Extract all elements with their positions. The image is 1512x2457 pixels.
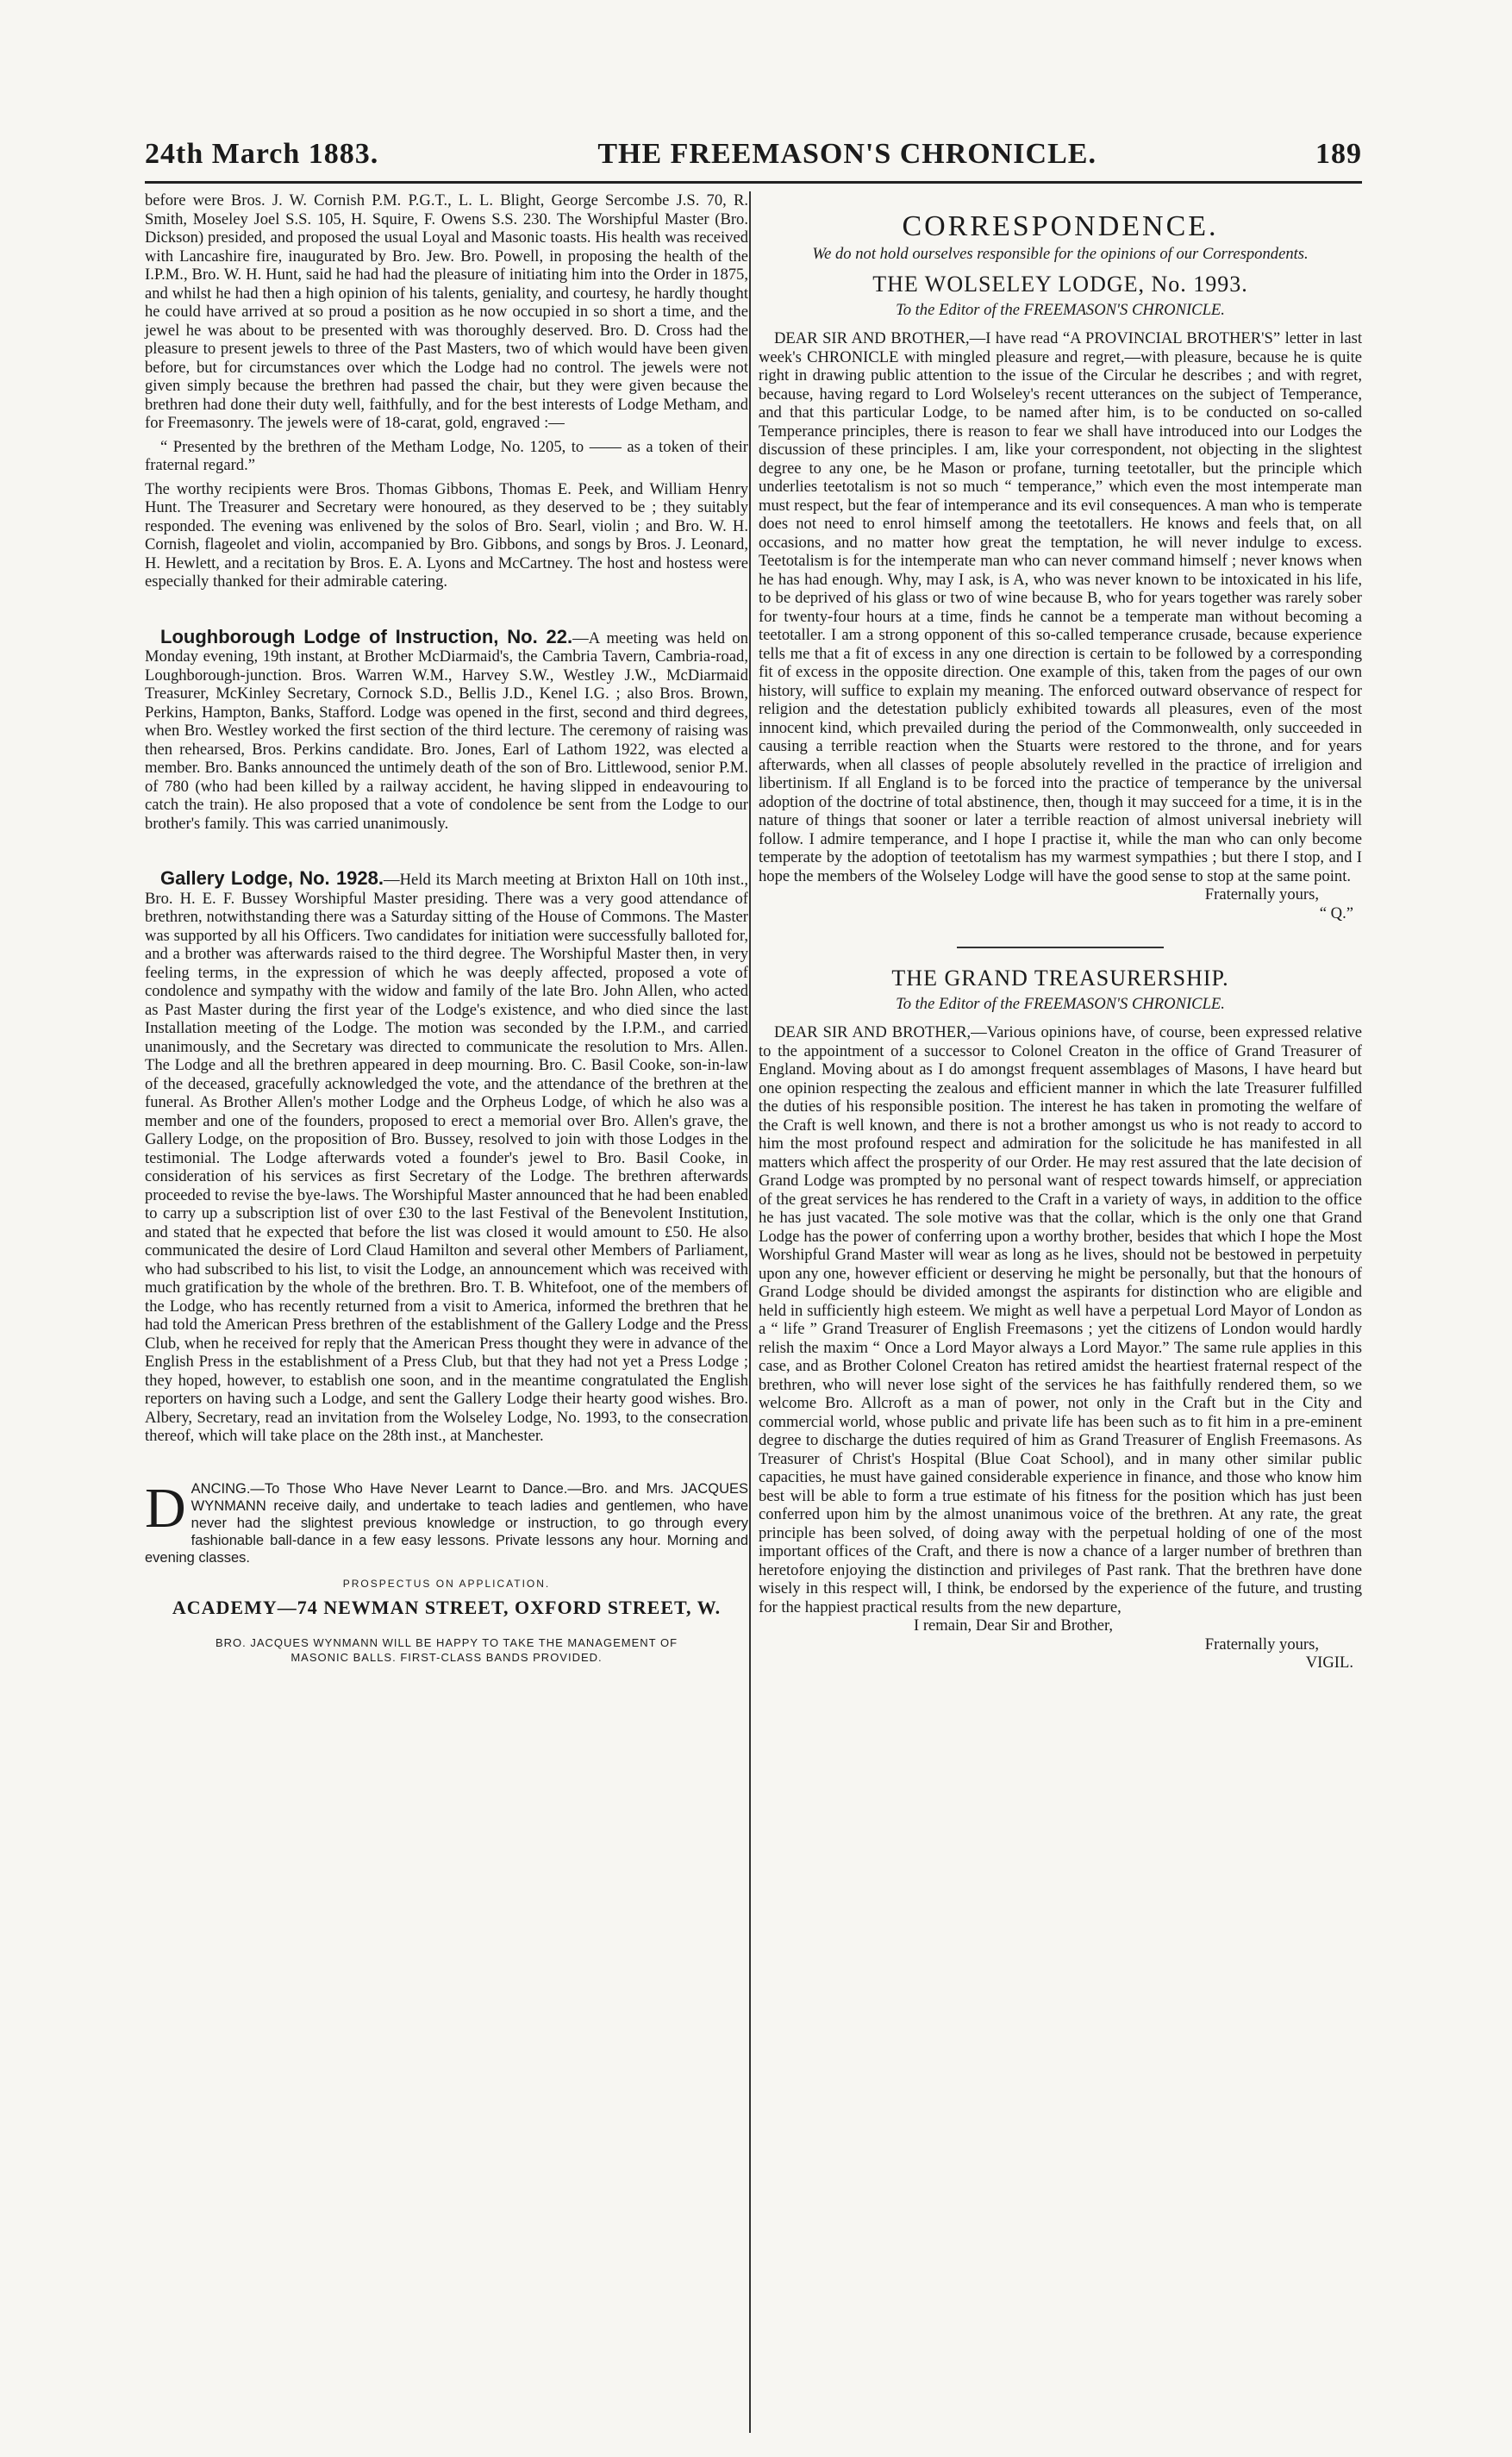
page-number: 189 [1315,138,1362,170]
issue-date: 24th March 1883. [145,138,379,170]
ad-footer-line-1: BRO. JACQUES WYNMANN WILL BE HAPPY TO TAKE THE MANAGEMENT OF [215,1635,678,1649]
wolseley-lodge-title: THE WOLSELEY LODGE, No. 1993. [872,272,1248,297]
gallery-lodge-report [145,869,748,1446]
correspondence-disclaimer: We do not hold ourselves responsible for the opinions of our Correspondents. [812,244,1309,263]
metham-report-continued: before were Bros. J. W. Cornish P.M. P.G.T., L. L. Blight, George Sercombe J.S. 70, R. Smith, Moseley Joel S.S. 105, H. Squire, F. Owens S.S. 230. The Worshipful Master (Bro. Dickson) presided, and proposed the usual Loyal and Masonic toasts. His health was received with Lancashire fire, inaugurated by Bro. Jew. Bro. Powell, in proposing the health of the I.P.M., Bro. W. H. Hunt, said he had had the pleasure of initiating him into the Order in 1875, and whilst he had then a high opinion of his talents, geniality, and courtesy, he hardly thought he could have arrived at so proud a position as he now occupied in so short a time, and the jewel he was about to be presented with was thoroughly deserved. Bro. D. Cross had the pleasure to present jewels to three of the Past Masters, two of which would have been given before, but for circumstances over which the Lodge had no control. The jewels were not given simply because the brethren had passed the chair, but they were given because the brethren had done their duty well, faithfully, and for the best interests of Lodge Metham, and for Freemasonry. The jewels were of 18-carat, gold, engraved :— [145,191,748,432]
ad-footer [145,1635,748,1665]
treasurership-to-editor: To the Editor of the FREEMASON'S CHRONICLE. [896,994,1225,1013]
treasurership-signature: VIGIL. [1305,1654,1353,1672]
correspondence-title: CORRESPONDENCE. [902,210,1219,242]
wolseley-closing: Fraternally yours, [1204,885,1319,903]
loughborough-lodge-heading: Loughborough Lodge of Instruction, No. 22. [160,625,573,647]
wolseley-signature: “ Q.” [1319,903,1353,922]
wolseley-salutation: DEAR SIR AND BROTHER, [774,329,970,347]
header-rule [145,181,1362,184]
ad-dropcap: D [145,1476,186,1540]
ad-academy-address: ACADEMY—74 NEWMAN STREET, OXFORD STREET, W. [172,1596,722,1618]
publication-title: THE FREEMASON'S CHRONICLE. [597,138,1097,170]
treasurership-salutation: DEAR SIR AND BROTHER, [774,1023,972,1041]
jewel-inscription: “ Presented by the brethren of the Metham Lodge, No. 1205, to —— as a token of their fraternal regard.” [145,437,748,474]
treasurership-letter [759,1023,1362,1616]
wolseley-to-editor: To the Editor of the FREEMASON'S CHRONICLE. [896,300,1225,319]
column-divider [749,191,751,2433]
letter-divider [957,947,1164,948]
ad-footer-line-2: MASONIC BALLS. FIRST-CLASS BANDS PROVIDED. [291,1650,603,1664]
right-column [759,191,1362,1672]
treasurership-closing: Fraternally yours, [1204,1635,1319,1654]
gallery-lodge-body: —Held its March meeting at Brixton Hall on 10th inst., Bro. H. E. F. Bussey Worshipful Master presiding. There was a very good attendance of brethren, notwithstanding there was a Saturday sitting of the House of Commons. The Master was supported by all his Officers. Two candidates for initiation were successfully balloted for, and a brother was afterwards raised to the third degree. The Worshipful Master then, in very feeling terms, in the expression of which he was deeply affected, proposed a vote of condolence and sympathy with the widow and family of the late Bro. John Allen, who acted as Past Master during the first year of the Lodge's existence, and who died since the last Installation meeting of the Lodge. The motion was seconded by the I.P.M., and carried unanimously, and the Secretary was directed to communicate the resolution to Mrs. Allen. The Lodge and all the brethren appeared in deep mourning. Bro. C. Basil Cooke, son-in-law of the deceased, gracefully acknowledged the vote, and the attendance of the brethren at the funeral. As Brother Allen's mother Lodge and the Orpheus Lodge, of which he also was a member and one of the founders, proposed to erect a memorial over Bro. Allen's grave, the Gallery Lodge, on the proposition of Bro. Bussey, resolved to join with those Lodges in the testimonial. The Lodge afterwards voted a founder's jewel to Bro. Basil Cooke, in consideration of his services as first Secretary of the Lodge. The brethren afterwards proceeded to revise the bye-laws. The Worshipful Master announced that he had been enabled to carry up a subscription list of over £30 to the last Festival of the Benevolent Institution, and stated that he expected that before the list was closed it would amount to £50. He also communicated the desire of Lord Claud Hamilton and several other Members of Parliament, who had subscribed to his list, to visit the Lodge, an announcement which was received with much gratification by the whole of the brethren. Bro. T. B. Whitefoot, one of the members of the Lodge, who has recently returned from a visit to America, informed the brethren that he had told the American Press brethren of the establishment of the Gallery Lodge and the Press Club, when he received for reply that the American Press thought they were in advance of the English Press in the establishment of a Press Club, but that they had not yet a Press Lodge ; they hoped, however, to establish one soon, and in the meantime congratulated the English reporters on having such a Lodge, and sent the Gallery Lodge their hearty good wishes. Bro. Albery, Secretary, read an invitation from the Wolseley Lodge, No. 1993, to the consecration thereof, which will take place on the 28th inst., at Manchester. [145,871,748,1445]
treasurership-remain: I remain, Dear Sir and Brother, [914,1616,1114,1635]
ad-prospectus: PROSPECTUS ON APPLICATION. [342,1577,551,1590]
gallery-lodge-heading: Gallery Lodge, No. 1928. [160,867,384,889]
ad-text: ANCING.—To Those Who Have Never Learnt to Dance.—Bro. and Mrs. JACQUES WYNMANN receive daily, and undertake to teach ladies and gentlemen, who have never had the slightest previous knowledge or instruction, to go through every fashionable ball-dance in a few easy lessons. Private lessons any hour. Morning and evening classes. [145,1480,748,1566]
dancing-advertisement [145,1476,748,1665]
treasurership-letter-body: —Various opinions have, of course, been expressed relative to the appointment of a successor to Colonel Creaton in the office of Grand Treasurer of England. Moving about as I do amongst frequent assemblages of Masons, I have heard but one opinion respecting the zealous and efficient manner in which the late Treasurer fulfilled the duties of his responsible position. The interest he has taken in promoting the welfare of the Craft is well known, and there is not a brother amongst us who is not ready to accord to him the most profound respect and admiration for the solicitude he has manifested in all matters which affect the prosperity of our Order. He may rest assured that the late decision of Grand Lodge was prompted by no personal want of respect towards himself, or appreciation of the great services he has rendered to the Craft in a variety of ways, in addition to the office he has just vacated. The sole motive was that the collar, which is the only one that Grand Lodge has the power of conferring upon a worthy brother, besides that which I hope the Most Worshipful Grand Master will wear as long as he lives, should not be bestowed in perpetuity upon any one, however efficient or deserving he might be personally, but that the honours of Grand Lodge should be divided amongst the aspirants for distinction who are eligible and held in sufficiently high esteem. We might as well have a perpetual Lord Mayor of London as a “ life ” Grand Treasurer of English Freemasons ; yet the citizens of London would hardly relish the maxim “ Once a Lord Mayor always a Lord Mayor.” The same rule applies in this case, and as Brother Colonel Creaton has retired amidst the heartiest fraternal respect of the brethren, who will never lose sight of the services he has faithfully rendered them, so we welcome Bro. Allcroft as a man of power, not only in the Craft but in the City and commercial world, whose public and private life has been such as to fit him in a pre-eminent degree to discharge the duties required of him as Grand Treasurer of English Freemasons. As Treasurer of Christ's Hospital (Blue Coat School), and in many other similar public capacities, he must have gained considerable experience in finance, and those who know him best will be able to form a true estimate of his fitness for the position which has just been conferred upon him by the almost unanimous voice of the brethren. At any rate, the great principle has been solved, of doing away with the perpetual holding of one of the most important offices of the Craft, and there is now a chance of a larger number of brethren than heretofore enjoying the distinction and privileges of Past rank. That the brethren have done wisely in this respect will, I think, be endorsed by the experience of the future, and trusting for the happiest practical results from the new departure, [759,1023,1362,1616]
wolseley-letter [759,329,1362,885]
wolseley-letter-body: —I have read “A PROVINCIAL BROTHER'S” letter in last week's CHRONICLE with mingled pleasure and regret,—with pleasure, because he is quite right in drawing public attention to the issue of the Circular he describes ; and with regret, because, having regard to Lord Wolseley's recent utterances on the subject of Temperance, and that this particular Lodge, to be named after him, is to be conducted on so-called Temperance principles, there is reason to fear we shall have introduced into our Lodges the discussion of these principles. I am, like your correspondent, not objecting in the slightest degree to any one, be he Mason or profane, turning teetotaller, but the principle which underlies teetotalism is not so much “ temperance,” which even the most intemperate man must respect, but the fear of intemperance and its evil consequences. A man who is temperate does not need to enrol himself among the teetotallers. He knows and feels that, on all occasions, and no matter how great the temptation, he will never indulge to excess. Teetotalism is for the intemperate man who can never command himself ; never knows when he has had enough. Why, may I ask, is A, who was never known to be intoxicated in his life, to be deprived of his glass or two of wine because B, who for years together was rarely sober for twenty-four hours at a time, finds he cannot be a temperate man without becoming a teetotaller. I am a strong opponent of this so-called temperance crusade, because experience tells me that a fit of excess in any one direction is certain to be followed by a corresponding fit of excess in the opposite direction. One example of this, taken from the pages of our own history, will suffice to explain my meaning. The enforced outward observance of respect for religion and the detestation publicly exhibited towards all pleasures, even of the most innocent kind, which prevailed during the period of the Commonwealth, only succeeded in causing a terrible reaction when the Stuarts were restored to the throne, and for years afterwards, when all classes of people absolutely revelled in the practice of irreligion and libertinism. If all England is to be forced into the practice of temperance by the universal adoption of the doctrine of total abstinence, then, though it may succeed for a time, it is in the nature of things that sooner or later a terrible reaction of almost universal inebriety will follow. I admire temperance, and I hope I practise it, while the man who can only become temperate by the adoption of teetotalism has my warmest sympathies ; but there I stop, and I hope the members of the Wolseley Lodge will have the good sense to stop at the same point. [759,329,1363,885]
masthead [145,138,1362,176]
loughborough-lodge-report [145,625,748,834]
metham-report-recipients: The worthy recipients were Bros. Thomas Gibbons, Thomas E. Peek, and William Henry Hunt. The Treasurer and Secretary were honoured, as they deserved to be ; they suitably responded. The evening was enlivened by the solos of Bro. Searl, violin ; and Bro. W. H. Cornish, flageolet and violin, accompanied by Bro. Gibbons, and songs by Bros. J. Leonard, H. Hewlett, and a recitation by Bros. E. A. Lyons and McCartney. The host and hostess were especially thanked for their admirable catering. [145,479,748,591]
left-column [145,191,748,1665]
grand-treasurership-title: THE GRAND TREASURERSHIP. [891,966,1229,991]
loughborough-lodge-body: —A meeting was held on Monday evening, 19th instant, at Brother McDiarmaid's, the Cambria Tavern, Cambria-road, Loughborough-junction. Bros. Warren W.M., Harvey S.W., Westley J.W., McDiarmaid Treasurer, McKinley Secretary, Cornock S.D., Bellis J.D., Kenel I.G. ; also Bros. Brown, Perkins, Hampton, Banks, Stafford. Lodge was opened in the first, second and third degrees, when Bro. Westley worked the first section of the third lecture. The ceremony of raising was then rehearsed, Bros. Perkins candidate. Bro. Jones, Earl of Lathom 1922, was elected a member. Bro. Banks announced the untimely death of the son of Bro. Littlewood, senior P.M. of 780 (who had been killed by a railway accident, he having slipped in endeavouring to catch the train). He also proposed that a vote of condolence be sent from the Lodge to our brother's family. This was carried unanimously. [145,628,748,833]
